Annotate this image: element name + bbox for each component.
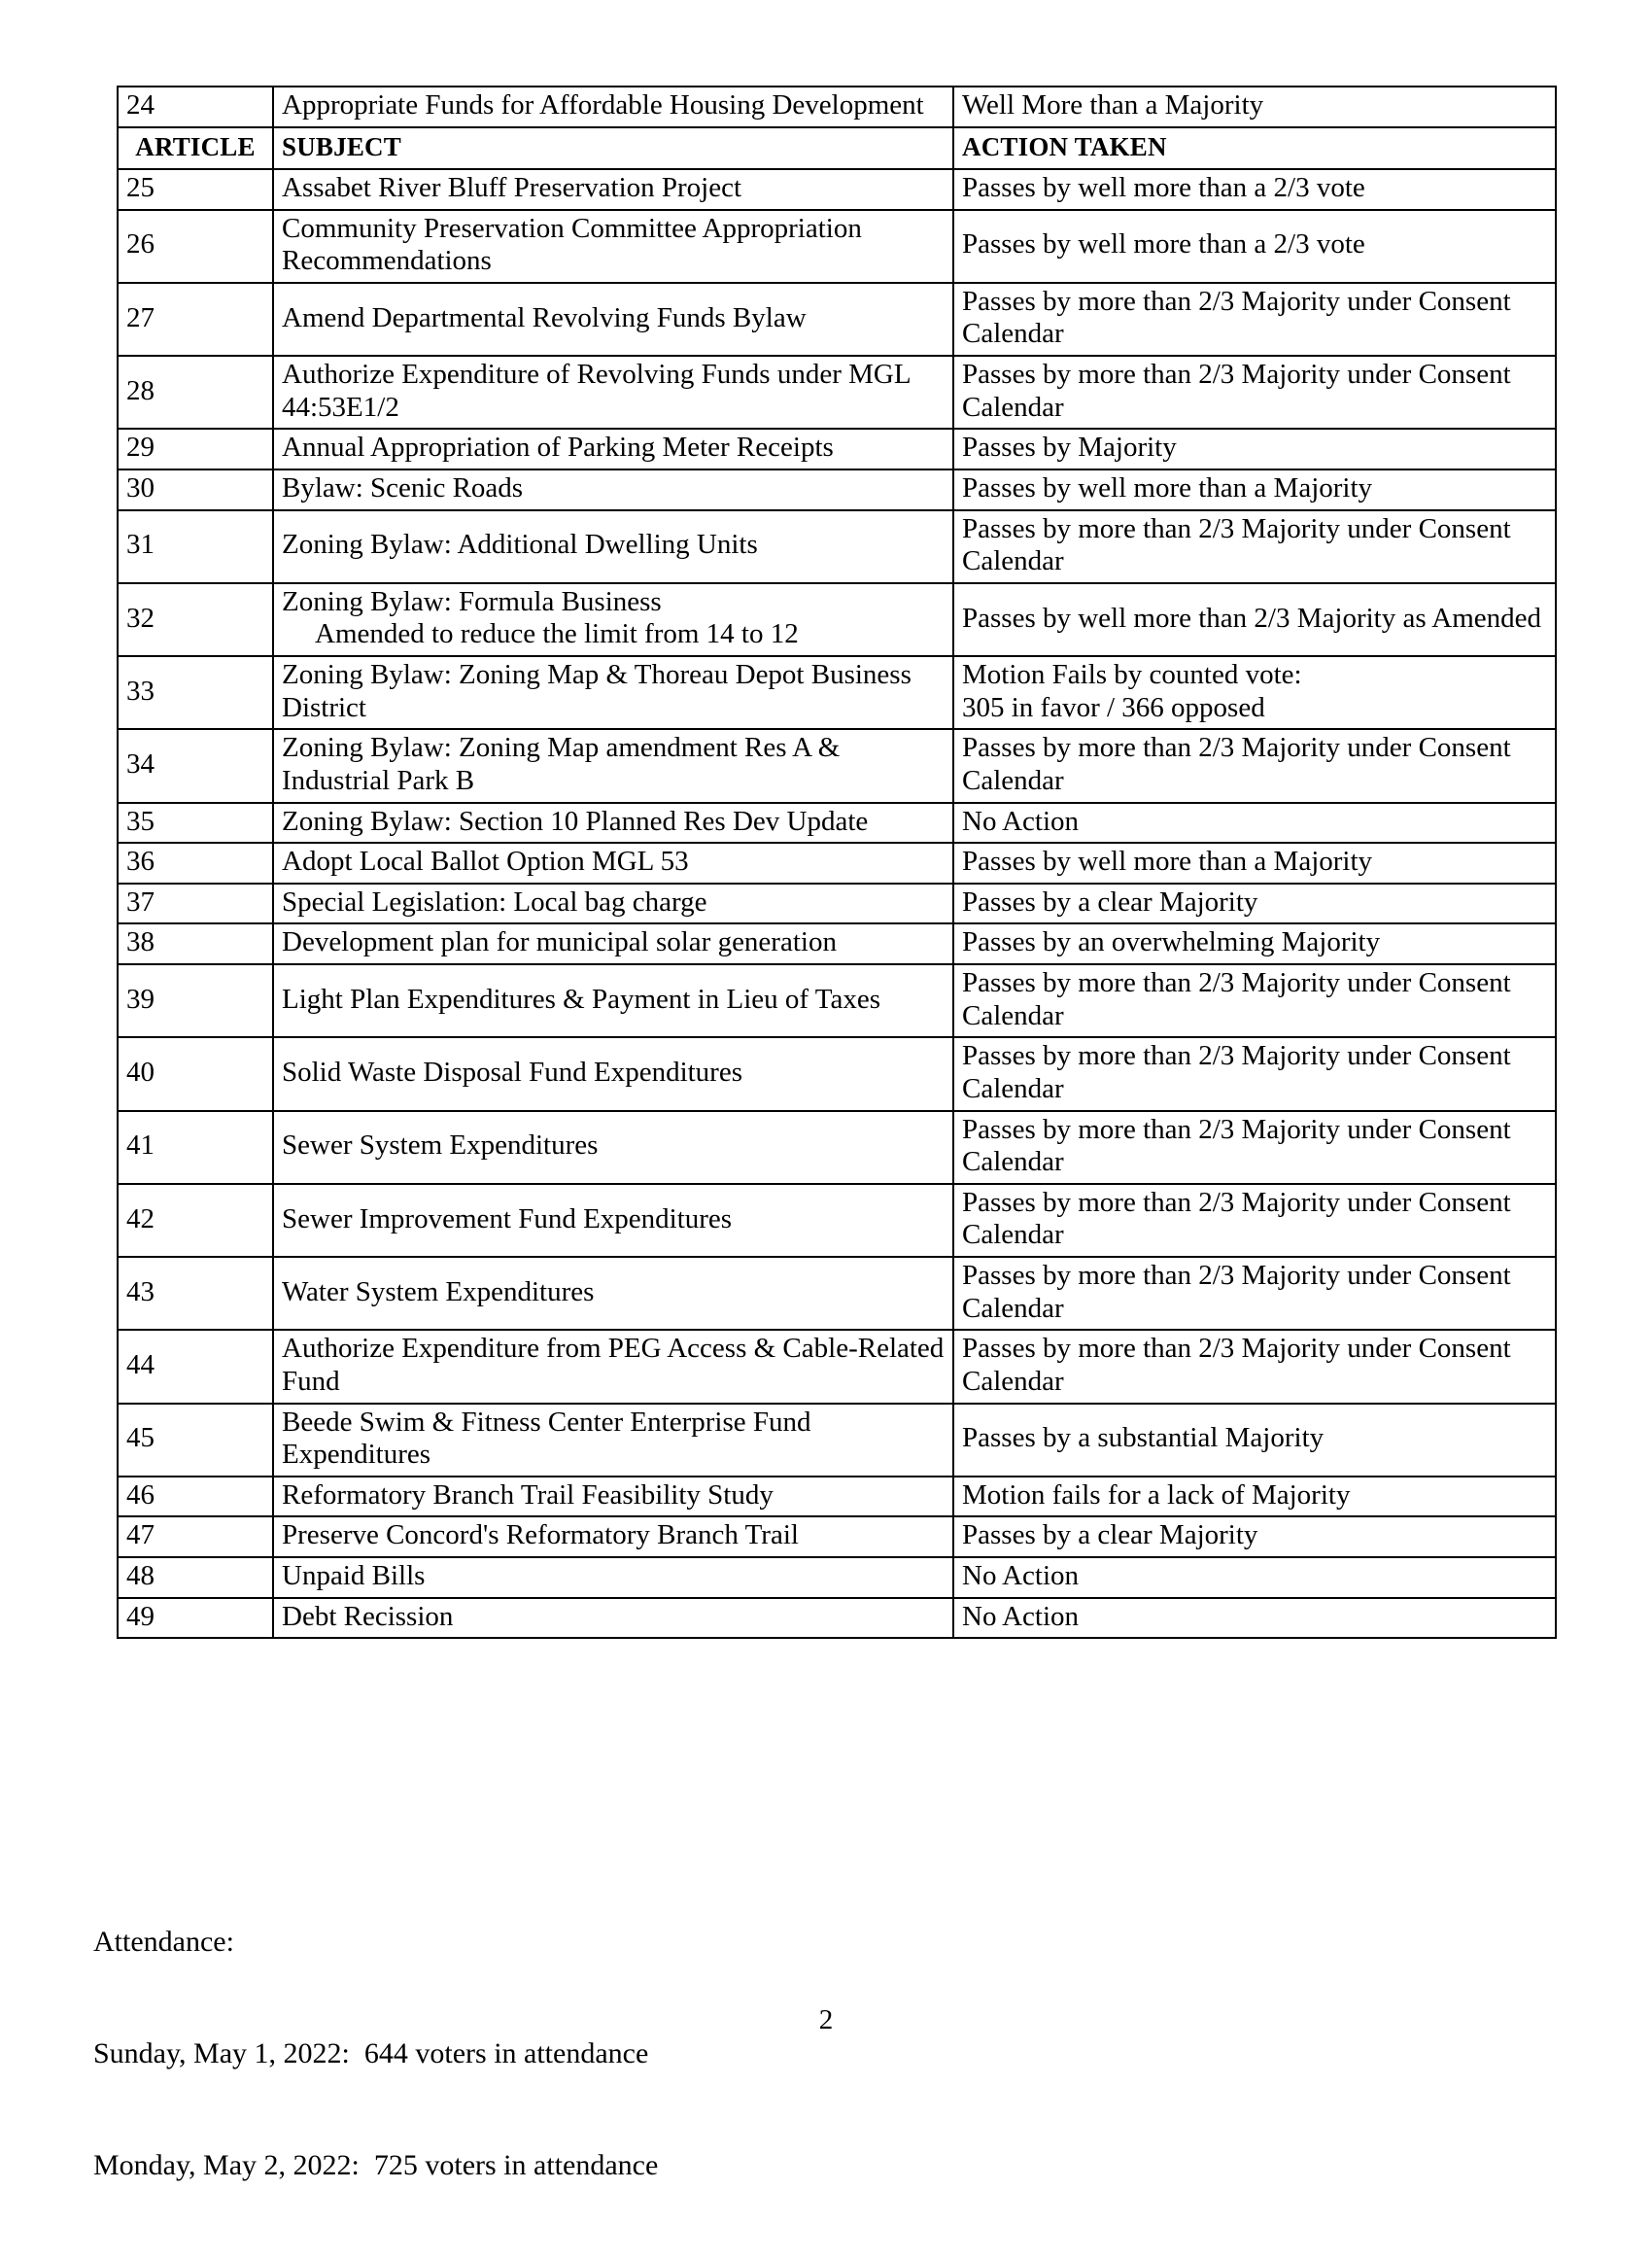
table-row	[118, 884, 1556, 924]
table-row	[118, 210, 1556, 283]
table-row	[118, 1037, 1556, 1110]
cell-action-taken: Passes by more than 2/3 Majority under Consent Calendar	[953, 1330, 1556, 1403]
cell-subject	[273, 583, 953, 656]
cell-subject: Assabet River Bluff Preservation Project	[273, 169, 953, 210]
cell-action-taken: Passes by more than 2/3 Majority under Consent Calendar	[953, 1111, 1556, 1184]
cell-action-taken: Passes by more than 2/3 Majority under Consent Calendar	[953, 964, 1556, 1037]
cell-article-number: 43	[118, 1257, 273, 1330]
cell-subject: Preserve Concord's Reformatory Branch Trail	[273, 1516, 953, 1557]
cell-action-taken: Passes by more than 2/3 Majority under Consent Calendar	[953, 729, 1556, 802]
cell-article-number: 27	[118, 283, 273, 356]
cell-article-number: 45	[118, 1404, 273, 1477]
page-number: 2	[818, 2004, 834, 2035]
cell-article-number: 47	[118, 1516, 273, 1557]
cell-subject: Unpaid Bills	[273, 1557, 953, 1598]
cell-article-number: 44	[118, 1330, 273, 1403]
cell-action-taken: Passes by more than 2/3 Majority under Consent Calendar	[953, 1037, 1556, 1110]
cell-action-taken: Passes by more than 2/3 Majority under Consent Calendar	[953, 283, 1556, 356]
cell-action-taken: Well More than a Majority	[953, 87, 1556, 127]
cell-action-taken: Passes by more than 2/3 Majority under Consent Calendar	[953, 510, 1556, 583]
cell-article-number: 31	[118, 510, 273, 583]
table-body	[118, 87, 1556, 1638]
cell-action-taken: Passes by more than 2/3 Majority under Consent Calendar	[953, 356, 1556, 429]
cell-subject: Sewer System Expenditures	[273, 1111, 953, 1184]
cell-article-number: 29	[118, 429, 273, 469]
cell-article-number: 38	[118, 923, 273, 964]
cell-article-number: 25	[118, 169, 273, 210]
cell-subject: Zoning Bylaw: Zoning Map amendment Res A & Industrial Park B	[273, 729, 953, 802]
cell-article-number: 46	[118, 1477, 273, 1517]
table-row	[118, 356, 1556, 429]
cell-subject-amendment-line: Amended to reduce the limit from 14 to 12	[315, 618, 799, 650]
cell-subject: Zoning Bylaw: Section 10 Planned Res Dev Update	[273, 803, 953, 844]
cell-subject-line: Zoning Bylaw: Formula Business	[282, 585, 662, 617]
cell-subject: Adopt Local Ballot Option MGL 53	[273, 843, 953, 884]
table-row	[118, 1111, 1556, 1184]
table-row	[118, 843, 1556, 884]
cell-article-number: 37	[118, 884, 273, 924]
cell-action-taken: No Action	[953, 1557, 1556, 1598]
cell-action-taken: Motion fails for a lack of Majority	[953, 1477, 1556, 1517]
cell-article-number: 35	[118, 803, 273, 844]
cell-action-taken: Passes by well more than a 2/3 vote	[953, 210, 1556, 283]
cell-action-taken: Passes by well more than a Majority	[953, 469, 1556, 510]
cell-article-number: 36	[118, 843, 273, 884]
column-header-action: ACTION TAKEN	[953, 127, 1556, 169]
attendance-label: Attendance:	[93, 1925, 234, 1958]
cell-action-taken: No Action	[953, 803, 1556, 844]
cell-subject: Beede Swim & Fitness Center Enterprise Fund Expenditures	[273, 1404, 953, 1477]
cell-action-taken: Passes by a clear Majority	[953, 884, 1556, 924]
table-row	[118, 1516, 1556, 1557]
cell-subject: Debt Recission	[273, 1598, 953, 1639]
cell-subject: Light Plan Expenditures & Payment in Lieu of Taxes	[273, 964, 953, 1037]
cell-subject: Solid Waste Disposal Fund Expenditures	[273, 1037, 953, 1110]
cell-subject: Water System Expenditures	[273, 1257, 953, 1330]
cell-subject: Development plan for municipal solar generation	[273, 923, 953, 964]
cell-article-number: 33	[118, 656, 273, 729]
cell-article-number: 42	[118, 1184, 273, 1257]
cell-article-number: 41	[118, 1111, 273, 1184]
cell-article-number: 48	[118, 1557, 273, 1598]
cell-article-number: 39	[118, 964, 273, 1037]
cell-article-number: 30	[118, 469, 273, 510]
cell-action-taken: Passes by well more than a 2/3 vote	[953, 169, 1556, 210]
cell-subject: Community Preservation Committee Appropriation Recommendations	[273, 210, 953, 283]
table-row	[118, 964, 1556, 1037]
cell-article-number: 34	[118, 729, 273, 802]
articles-table-container	[117, 86, 1555, 1639]
cell-article-number: 24	[118, 87, 273, 127]
cell-subject: Authorize Expenditure of Revolving Funds under MGL 44:53E1/2	[273, 356, 953, 429]
attendance-monday: Monday, May 2, 2022: 725 voters in attendance	[93, 2149, 659, 2182]
cell-article-number: 26	[118, 210, 273, 283]
cell-subject: Zoning Bylaw: Zoning Map & Thoreau Depot Business District	[273, 656, 953, 729]
table-row	[118, 169, 1556, 210]
cell-action-taken: Passes by more than 2/3 Majority under Consent Calendar	[953, 1184, 1556, 1257]
table-row	[118, 1330, 1556, 1403]
table-header-row	[118, 127, 1556, 169]
cell-action-taken: Passes by well more than a Majority	[953, 843, 1556, 884]
cell-subject: Sewer Improvement Fund Expenditures	[273, 1184, 953, 1257]
cell-action-taken: Passes by well more than 2/3 Majority as Amended	[953, 583, 1556, 656]
cell-subject: Amend Departmental Revolving Funds Bylaw	[273, 283, 953, 356]
cell-action-taken: No Action	[953, 1598, 1556, 1639]
cell-subject: Authorize Expenditure from PEG Access & Cable-Related Fund	[273, 1330, 953, 1403]
cell-action-taken: Passes by more than 2/3 Majority under Consent Calendar	[953, 1257, 1556, 1330]
table-row	[118, 656, 1556, 729]
cell-action-line: Motion Fails by counted vote:	[962, 659, 1302, 691]
table-row	[118, 469, 1556, 510]
cell-action-taken: Passes by a clear Majority	[953, 1516, 1556, 1557]
table-row	[118, 729, 1556, 802]
table-row	[118, 1477, 1556, 1517]
table-row	[118, 583, 1556, 656]
cell-subject: Special Legislation: Local bag charge	[273, 884, 953, 924]
cell-action-taken: Passes by an overwhelming Majority	[953, 923, 1556, 964]
cell-article-number: 28	[118, 356, 273, 429]
cell-subject: Reformatory Branch Trail Feasibility Study	[273, 1477, 953, 1517]
column-header-article: ARTICLE	[118, 127, 273, 169]
table-row	[118, 1557, 1556, 1598]
attendance-block	[93, 1849, 658, 2259]
cell-article-number: 40	[118, 1037, 273, 1110]
cell-action-taken: Passes by a substantial Majority	[953, 1404, 1556, 1477]
table-row	[118, 283, 1556, 356]
cell-article-number: 32	[118, 583, 273, 656]
column-header-subject: SUBJECT	[273, 127, 953, 169]
table-row	[118, 1184, 1556, 1257]
cell-subject: Appropriate Funds for Affordable Housing Development	[273, 87, 953, 127]
table-row	[118, 1257, 1556, 1330]
cell-article-number: 49	[118, 1598, 273, 1639]
table-row	[118, 1404, 1556, 1477]
cell-subject: Annual Appropriation of Parking Meter Receipts	[273, 429, 953, 469]
cell-subject: Bylaw: Scenic Roads	[273, 469, 953, 510]
table-row	[118, 1598, 1556, 1639]
cell-action-taken	[953, 656, 1556, 729]
table-row	[118, 923, 1556, 964]
table-row	[118, 510, 1556, 583]
attendance-sunday: Sunday, May 1, 2022: 644 voters in attendance	[93, 2036, 649, 2069]
table-row	[118, 87, 1556, 127]
table-row	[118, 803, 1556, 844]
cell-subject: Zoning Bylaw: Additional Dwelling Units	[273, 510, 953, 583]
cell-action-vote-tally: 305 in favor / 366 opposed	[962, 691, 1265, 723]
town-meeting-articles-table	[117, 86, 1557, 1639]
cell-action-taken: Passes by Majority	[953, 429, 1556, 469]
table-row	[118, 429, 1556, 469]
